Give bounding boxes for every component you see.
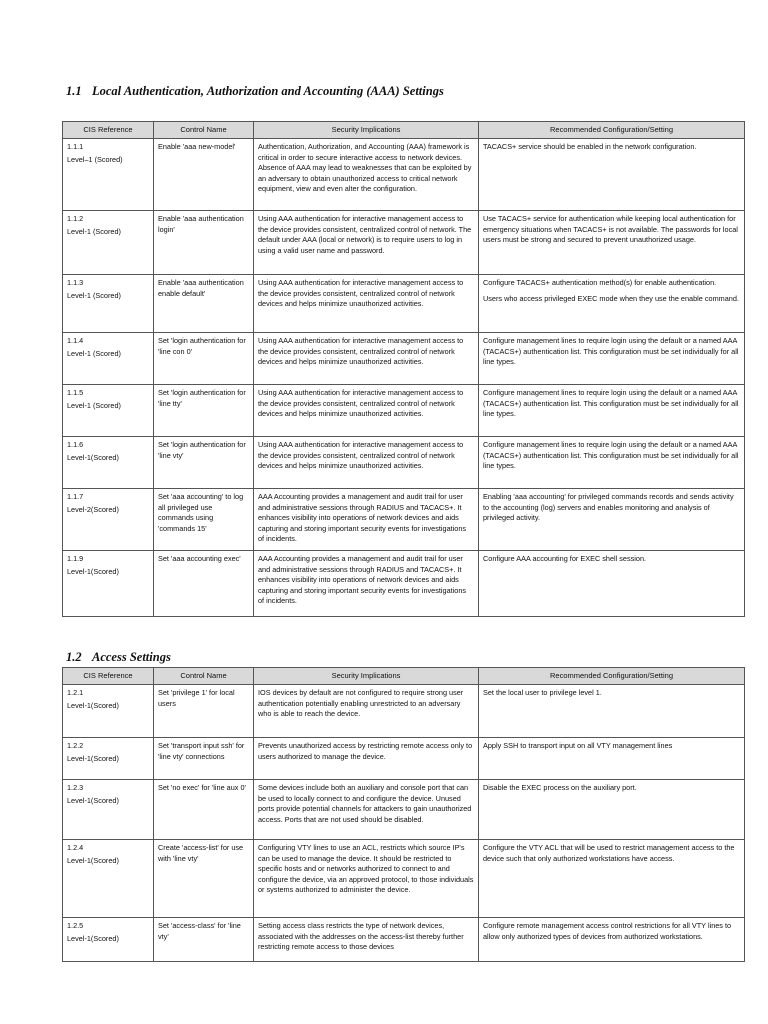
- security-implications-cell: Using AAA authentication for interactive management access to the device provides consistent, centralized control of network devices and helps minimize unauthorized activities.: [254, 275, 479, 333]
- control-name-cell: Set 'access-class' for 'line vty': [154, 918, 254, 962]
- control-name-cell: Set 'privilege 1' for local users: [154, 685, 254, 738]
- section-title-text: Local Authentication, Authorization and Accounting (AAA) Settings: [92, 84, 444, 98]
- security-implications-cell: Using AAA authentication for interactive management access to the device provides consistent, centralized control of network devices and helps minimize unauthorized activities.: [254, 385, 479, 437]
- cis-level: Level-1 (Scored): [67, 226, 121, 236]
- cis-reference-number: 1.2.2: [67, 741, 84, 750]
- control-name-cell: Enable 'aaa authentication enable default': [154, 275, 254, 333]
- table-row: [63, 333, 745, 385]
- cis-reference-number: 1.1.1: [67, 142, 84, 151]
- recommended-configuration-cell: [479, 275, 745, 333]
- control-name-cell: Set 'aaa accounting exec': [154, 551, 254, 617]
- cis-level: Level-1 (Scored): [67, 290, 121, 300]
- security-implications-cell: Authentication, Authorization, and Accounting (AAA) framework is critical in order to secure interactive access to network devices. Absence of AAA may lead to weaknesses that can be exploited by an adversary to obtain unauthorized access to critical network equipment, view and even alter the configuration.: [254, 139, 479, 211]
- cis-level: Level-2(Scored): [67, 504, 119, 514]
- security-implications-cell: IOS devices by default are not configured to require strong user authentication potentially enabling unrestricted to an adversary who is able to reach the device.: [254, 685, 479, 738]
- header-recommended-configuration: Recommended Configuration/Setting: [479, 122, 745, 139]
- cis-reference-number: 1.1.9: [67, 554, 84, 563]
- cis-level: Level-1(Scored): [67, 566, 119, 576]
- cis-reference-cell: [63, 738, 154, 780]
- cis-reference-cell: [63, 139, 154, 211]
- cis-reference-cell: [63, 685, 154, 738]
- cis-reference-cell: [63, 211, 154, 275]
- table-row: [63, 551, 745, 617]
- cis-reference-number: 1.1.5: [67, 388, 84, 397]
- header-control-name: Control Name: [154, 122, 254, 139]
- header-security-implications: Security Implications: [254, 668, 479, 685]
- recommendation-text: Configure TACACS+ authentication method(s) for enable authentication.: [483, 278, 717, 287]
- control-name-cell: Enable 'aaa authentication login': [154, 211, 254, 275]
- cis-reference-number: 1.2.3: [67, 783, 84, 792]
- cis-reference-cell: [63, 780, 154, 840]
- control-name-cell: Set 'no exec' for 'line aux 0': [154, 780, 254, 840]
- cis-level: Level-1(Scored): [67, 933, 119, 943]
- security-implications-cell: AAA Accounting provides a management and audit trail for user and administrative sessions through RADIUS and TACACS+. It enhances visibility into operations of network devices and aids capturing and storing important security events for investigations of incidents.: [254, 489, 479, 551]
- recommendation-text: Disable the EXEC process on the auxiliary port.: [483, 783, 637, 792]
- cis-reference-number: 1.1.4: [67, 336, 84, 345]
- section-1-1-heading: [66, 84, 444, 99]
- cis-reference-number: 1.1.7: [67, 492, 84, 501]
- security-implications-cell: Using AAA authentication for interactive management access to the device provides consistent, centralized control of network. The default under AAA (local or network) is to require users to log in using a valid user name and password.: [254, 211, 479, 275]
- recommended-configuration-cell: [479, 738, 745, 780]
- table-header-row: [63, 668, 745, 685]
- cis-level: Level-1(Scored): [67, 700, 119, 710]
- section-title-text: Access Settings: [92, 650, 171, 664]
- cis-level: Level-1(Scored): [67, 452, 119, 462]
- control-name-cell: Create 'access-list' for use with 'line vty': [154, 840, 254, 918]
- security-implications-cell: Setting access class restricts the type of network devices, associated with the addresses on the access-list thereby further restricting remote access to those devices: [254, 918, 479, 962]
- header-control-name: Control Name: [154, 668, 254, 685]
- table-row: [63, 139, 745, 211]
- table-row: [63, 840, 745, 918]
- recommended-configuration-cell: [479, 780, 745, 840]
- recommendation-text: Configure management lines to require login using the default or a named AAA (TACACS+) authentication list. This configuration must be set individually for all line types.: [483, 440, 739, 471]
- cis-reference-cell: [63, 918, 154, 962]
- aaa-settings-table: [62, 121, 745, 617]
- control-name-cell: Set 'login authentication for 'line con 0': [154, 333, 254, 385]
- cis-reference-cell: [63, 840, 154, 918]
- recommended-configuration-cell: [479, 211, 745, 275]
- cis-reference-cell: [63, 437, 154, 489]
- table-row: [63, 211, 745, 275]
- recommendation-text: TACACS+ service should be enabled in the network configuration.: [483, 142, 697, 151]
- table-row: [63, 738, 745, 780]
- recommended-configuration-cell: [479, 333, 745, 385]
- cis-level: Level-1 (Scored): [67, 348, 121, 358]
- recommended-configuration-cell: [479, 385, 745, 437]
- recommendation-text: Use TACACS+ service for authentication while keeping local authentication for emergency situations when TACACS+ is not available. The passwords for local users must be strong and secured to prevent unauthorized usage.: [483, 214, 738, 245]
- recommendation-text: Apply SSH to transport input on all VTY management lines: [483, 741, 673, 750]
- cis-level: Level-1(Scored): [67, 753, 119, 763]
- cis-reference-cell: [63, 333, 154, 385]
- section-number: 1.2: [66, 650, 82, 664]
- table-row: [63, 275, 745, 333]
- table-row: [63, 437, 745, 489]
- recommended-configuration-cell: [479, 489, 745, 551]
- control-name-cell: Enable 'aaa new-model': [154, 139, 254, 211]
- cis-reference-number: 1.2.5: [67, 921, 84, 930]
- table-row: [63, 918, 745, 962]
- cis-level: Level-1 (Scored): [67, 400, 121, 410]
- recommended-configuration-cell: [479, 840, 745, 918]
- recommendation-text: Configure management lines to require login using the default or a named AAA (TACACS+) authentication list. This configuration must be set individually for all line types.: [483, 336, 739, 367]
- recommendation-text: Set the local user to privilege level 1.: [483, 688, 602, 697]
- access-settings-table: [62, 667, 745, 962]
- cis-reference-cell: [63, 551, 154, 617]
- recommended-configuration-cell: [479, 551, 745, 617]
- security-implications-cell: Some devices include both an auxiliary and console port that can be used to locally connect to and configure the device. Unused ports provide potential channels for attackers to gain unauthorized access. Ports that are not used should be disabled.: [254, 780, 479, 840]
- security-implications-cell: AAA Accounting provides a management and audit trail for user and administrative sessions through RADIUS and TACACS+. It enhances visibility into operations of network devices and aids capturing and storing important security events for investigations of incidents.: [254, 551, 479, 617]
- cis-level: Level-1(Scored): [67, 795, 119, 805]
- recommended-configuration-cell: [479, 437, 745, 489]
- recommended-configuration-cell: [479, 685, 745, 738]
- header-security-implications: Security Implications: [254, 122, 479, 139]
- security-implications-cell: Prevents unauthorized access by restricting remote access only to users authorized to manage the device.: [254, 738, 479, 780]
- header-cis-reference: CIS Reference: [63, 668, 154, 685]
- cis-reference-cell: [63, 489, 154, 551]
- cis-reference-cell: [63, 275, 154, 333]
- section-1-2-heading: [66, 650, 171, 665]
- cis-level: Level–1 (Scored): [67, 154, 123, 164]
- security-implications-cell: Using AAA authentication for interactive management access to the device provides consistent, centralized control of network devices and helps minimize unauthorized activities.: [254, 437, 479, 489]
- security-implications-cell: Configuring VTY lines to use an ACL, restricts which source IP's can be used to manage the device. It should be restricted to specific hosts and or networks authorized to connect to and configure the device, via an approved protocol, to those individuals or systems authorized to administer the device.: [254, 840, 479, 918]
- recommended-configuration-cell: [479, 918, 745, 962]
- table-row: [63, 780, 745, 840]
- header-recommended-configuration: Recommended Configuration/Setting: [479, 668, 745, 685]
- recommendation-text: Enabling 'aaa accounting' for privileged commands records and sends activity to the accounting (log) servers and enables monitoring and analysis of privileged activity.: [483, 492, 734, 523]
- recommendation-text: Configure management lines to require login using the default or a named AAA (TACACS+) authentication list. This configuration must be set individually for all line types.: [483, 388, 739, 419]
- table-header-row: [63, 122, 745, 139]
- cis-reference-cell: [63, 385, 154, 437]
- section-number: 1.1: [66, 84, 82, 98]
- security-implications-cell: Using AAA authentication for interactive management access to the device provides consistent, centralized control of network devices and helps minimize unauthorized activities.: [254, 333, 479, 385]
- control-name-cell: Set 'aaa accounting' to log all privileged use commands using 'commands 15': [154, 489, 254, 551]
- recommendation-text: Configure AAA accounting for EXEC shell session.: [483, 554, 647, 563]
- recommendation-text: Configure remote management access control restrictions for all VTY lines to allow only authorized types of devices from authorized workstations.: [483, 921, 732, 941]
- cis-reference-number: 1.2.1: [67, 688, 84, 697]
- header-cis-reference: CIS Reference: [63, 122, 154, 139]
- cis-reference-number: 1.1.3: [67, 278, 84, 287]
- control-name-cell: Set 'login authentication for 'line tty': [154, 385, 254, 437]
- cis-reference-number: 1.1.6: [67, 440, 84, 449]
- recommended-configuration-cell: [479, 139, 745, 211]
- cis-level: Level-1(Scored): [67, 855, 119, 865]
- control-name-cell: Set 'login authentication for 'line vty': [154, 437, 254, 489]
- table-row: [63, 489, 745, 551]
- table-row: [63, 385, 745, 437]
- table-row: [63, 685, 745, 738]
- cis-reference-number: 1.2.4: [67, 843, 84, 852]
- recommendation-text: Configure the VTY ACL that will be used to restrict management access to the device such that only authorized workstations have access.: [483, 843, 735, 863]
- control-name-cell: Set 'transport input ssh' for 'line vty' connections: [154, 738, 254, 780]
- cis-reference-number: 1.1.2: [67, 214, 84, 223]
- recommendation-note: Users who access privileged EXEC mode when they use the enable command.: [483, 293, 739, 303]
